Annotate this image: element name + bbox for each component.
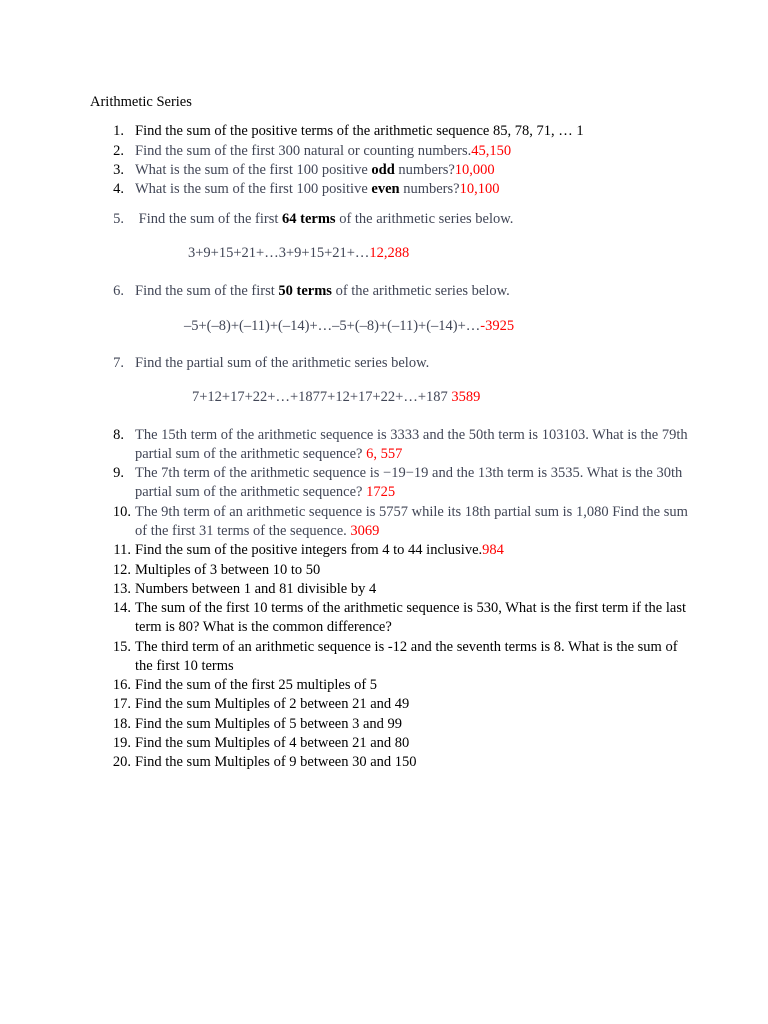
- item-number: 3.: [113, 162, 124, 178]
- series-text: 3+9+15+21+…3+9+15+21+…: [188, 245, 370, 261]
- item-number: 8.: [113, 427, 124, 443]
- document-title: Arithmetic Series: [90, 94, 192, 110]
- item-text: numbers?: [399, 181, 460, 197]
- item-number: 10.: [112, 504, 131, 520]
- item-answer: 10,100: [459, 181, 500, 197]
- item-text: Find the sum of the positive terms of the arithmetic sequence 85, 78, 71, … 1: [135, 123, 584, 139]
- item-text-container: [135, 180, 695, 199]
- item-text: What is the sum of the first 100 positive: [135, 162, 372, 178]
- item-text: Find the sum of the first 300 natural or counting numbers.: [135, 143, 472, 159]
- item-text: What is the sum of the first 100 positive: [135, 181, 372, 197]
- item-text-container: [135, 541, 695, 560]
- item-text-container: [135, 426, 695, 465]
- item-text: The 9th term of an arithmetic sequence is 5757 while its 18th partial sum is 1,080 Find the sum of the first 31 terms of the sequence.: [135, 504, 688, 540]
- item-text: Find the sum of the positive integers from 4 to 44 inclusive.: [135, 542, 483, 558]
- item-number: 6.: [113, 283, 124, 299]
- item-bold-text: odd: [371, 162, 395, 178]
- item-text: Find the sum Multiples of 9 between 30 and 150: [135, 754, 417, 770]
- item-bold-text: even: [371, 181, 400, 197]
- item-number: 20.: [112, 754, 131, 770]
- item-answer: 984: [482, 542, 504, 558]
- item-text: Find the partial sum of the arithmetic series below.: [135, 355, 430, 371]
- item-number: 1.: [113, 123, 124, 139]
- item-text: The 15th term of the arithmetic sequence is 3333 and the 50th term is 103103. What is the 79th partial sum of the arithmetic sequence?: [135, 427, 688, 463]
- series-text: –5+(–8)+(–11)+(–14)+…–5+(–8)+(–11)+(–14)+…: [184, 318, 481, 334]
- item-text: The third term of an arithmetic sequence is -12 and the seventh terms is 8. What is the sum of the first 10 terms: [135, 639, 678, 675]
- item-text: Find the sum Multiples of 4 between 21 and 80: [135, 735, 410, 751]
- item-text: Find the sum Multiples of 5 between 3 and 99: [135, 716, 403, 732]
- item-number: 12.: [112, 562, 131, 578]
- item-text: Find the sum of the first 25 multiples of 5: [135, 677, 378, 693]
- item-answer: -3925: [480, 318, 515, 334]
- item-text: Find the sum Multiples of 2 between 21 and 49: [135, 696, 410, 712]
- item-number: 4.: [113, 181, 124, 197]
- item-text: Find the sum of the first: [135, 283, 279, 299]
- series-expression: [188, 245, 409, 262]
- item-number: 14.: [112, 600, 131, 616]
- item-number: 5.: [113, 211, 124, 227]
- item-number: 19.: [112, 735, 131, 751]
- item-text: of the arithmetic series below.: [331, 283, 510, 299]
- item-answer: 3069: [350, 523, 380, 540]
- item-answer: 45,150: [471, 143, 512, 159]
- item-text-container: [135, 282, 695, 301]
- item-bold-text: 50 terms: [278, 283, 332, 299]
- item-text-container: [135, 210, 695, 229]
- item-answer: 10,000: [454, 162, 495, 178]
- item-number: 15.: [112, 639, 131, 655]
- item-answer: 6, 557: [366, 446, 403, 463]
- item-text: Find the sum of the first: [135, 211, 283, 227]
- item-answer: 12,288: [369, 245, 410, 261]
- item-text: The sum of the first 10 terms of the arithmetic sequence is 530, What is the first term if the last term is 80? What is the common difference?: [135, 600, 686, 636]
- item-number: 9.: [113, 465, 124, 481]
- series-text: 7+12+17+22+…+1877+12+17+22+…+187: [192, 389, 452, 405]
- item-number: 17.: [112, 696, 131, 712]
- series-expression: [184, 318, 514, 335]
- series-expression: [192, 389, 480, 406]
- item-text-container: [135, 142, 695, 161]
- item-number: 11.: [113, 542, 131, 558]
- item-number: 18.: [112, 716, 131, 732]
- item-text: The 7th term of the arithmetic sequence is −19−19 and the 13th term is 3535. What is the 30th partial sum of the arithmetic sequence?: [135, 465, 683, 501]
- item-text-container: [135, 161, 695, 180]
- item-number: 7.: [113, 355, 124, 371]
- item-text: Numbers between 1 and 81 divisible by 4: [135, 581, 377, 597]
- item-text-container: [135, 464, 695, 503]
- item-text: numbers?: [394, 162, 455, 178]
- item-number: 13.: [112, 581, 131, 597]
- item-answer: 3589: [451, 389, 481, 405]
- item-number: 16.: [112, 677, 131, 693]
- item-text-container: [135, 503, 695, 542]
- item-bold-text: 64 terms: [282, 211, 336, 227]
- item-text: of the arithmetic series below.: [335, 211, 514, 227]
- item-text: Multiples of 3 between 10 to 50: [135, 562, 321, 578]
- item-number: 2.: [113, 143, 124, 159]
- item-answer: 1725: [366, 484, 396, 501]
